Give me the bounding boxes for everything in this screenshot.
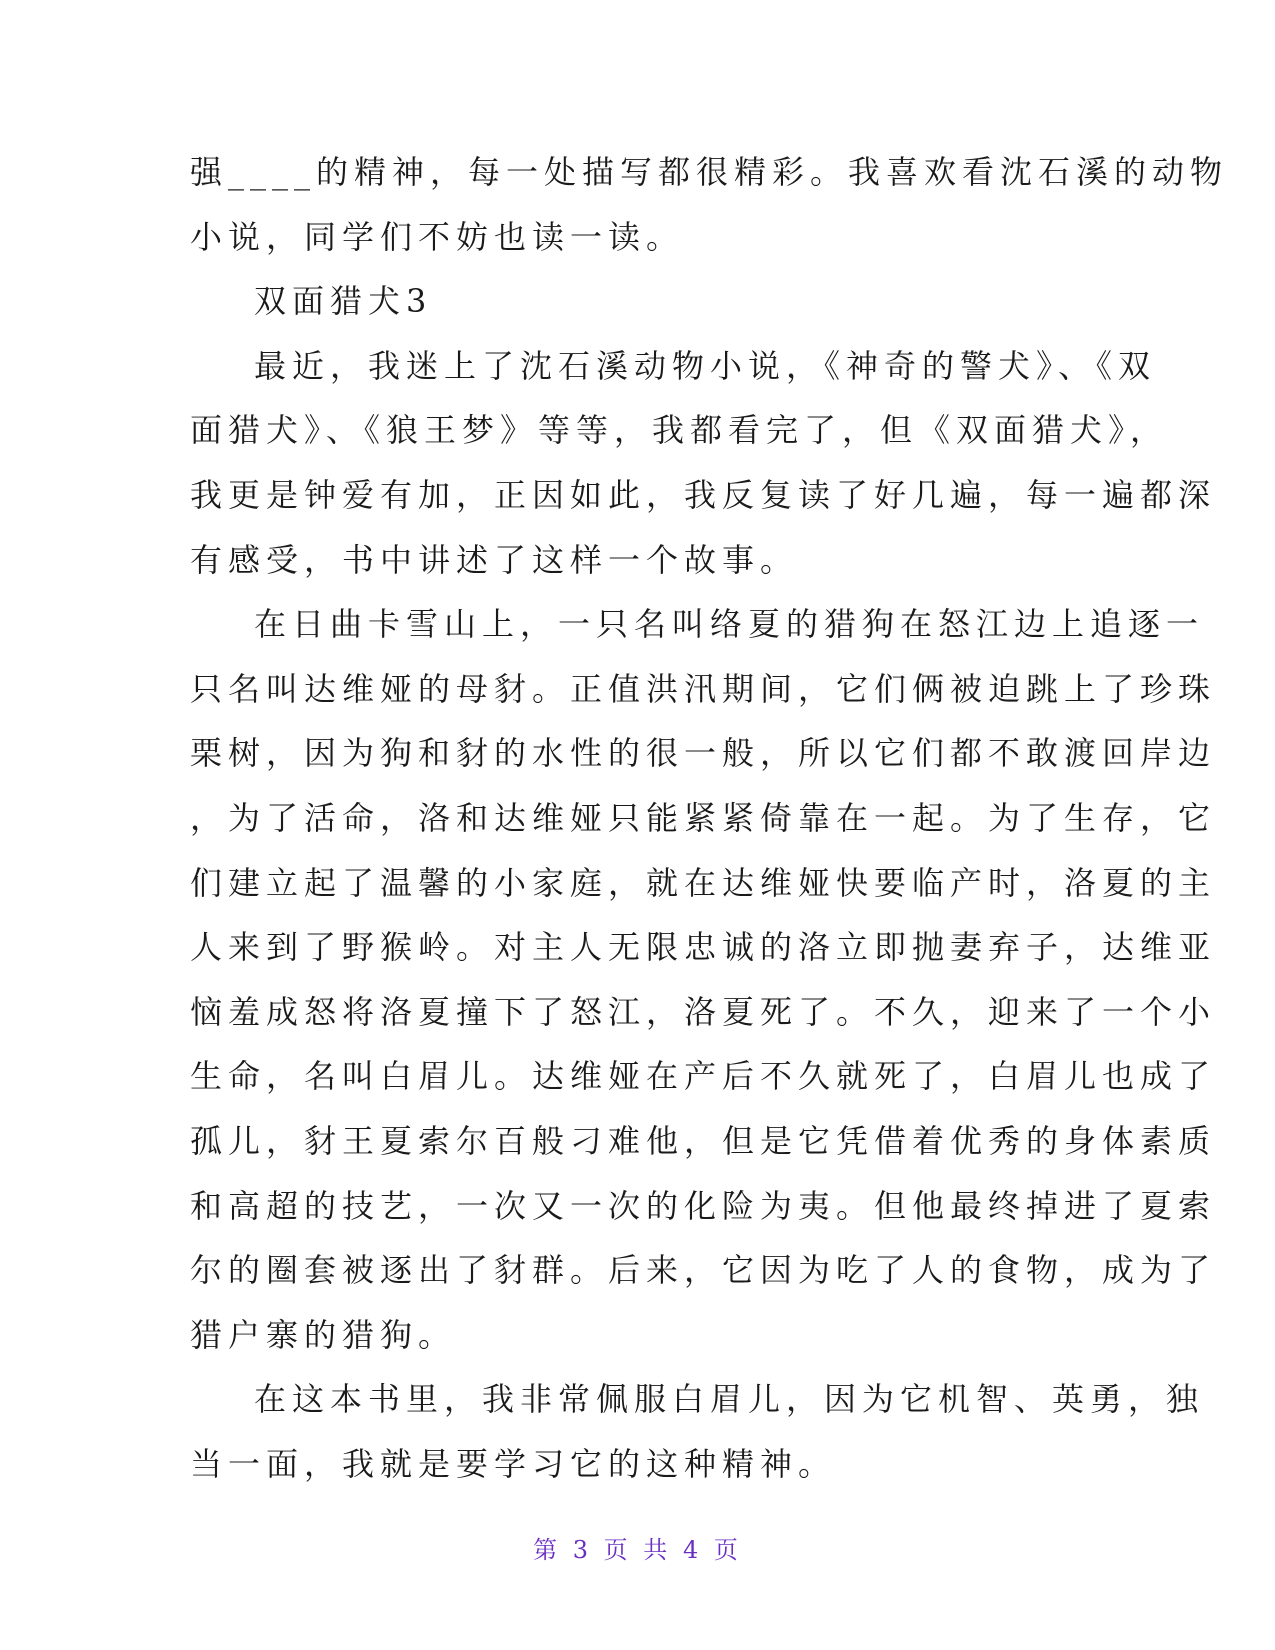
- text-line: 和高超的技艺，一次又一次的化险为夷。但他最终掉进了夏索: [190, 1186, 1217, 1225]
- text-line: ，为了活命，洛和达维娅只能紧紧倚靠在一起。为了生存，它: [190, 798, 1217, 837]
- text-line: 栗树，因为狗和豺的水性的很一般，所以它们都不敢渡回岸边: [190, 734, 1217, 773]
- text-line: 生命，名叫白眉儿。达维娅在产后不久就死了，白眉儿也成了: [190, 1057, 1217, 1096]
- text-line: 猎户寨的猎狗。: [190, 1315, 457, 1354]
- section-heading: 双面猎犬3: [254, 282, 433, 321]
- text-line: 小说，同学们不妨也读一读。: [190, 217, 685, 256]
- body-text: [190, 140, 1229, 1496]
- text-line: 只名叫达维娅的母豺。正值洪汛期间，它们俩被迫跳上了珍珠: [190, 669, 1217, 708]
- text-line: 人来到了野猴岭。对主人无限忠诚的洛立即抛妻弃子，达维亚: [190, 928, 1217, 967]
- text-line: 孤儿，豺王夏索尔百般刁难他，但是它凭借着优秀的身体素质: [190, 1121, 1217, 1160]
- text-line: 面猎犬》、《狼王梦》等等，我都看完了，但《双面猎犬》，: [190, 411, 1169, 450]
- text-line: 当一面，我就是要学习它的这种精神。: [190, 1444, 837, 1483]
- text-line: 们建立起了温馨的小家庭，就在达维娅快要临产时，洛夏的主: [190, 863, 1217, 902]
- text-line: 我更是钟爱有加，正因如此，我反复读了好几遍，每一遍都深: [190, 475, 1217, 514]
- text-line: 有感受，书中讲述了这样一个故事。: [190, 540, 799, 579]
- page-number-footer: 第 3 页 共 4 页: [533, 1536, 742, 1564]
- text-line: 最近，我迷上了沈石溪动物小说，《神奇的警犬》、《双: [254, 346, 1157, 385]
- text-line: 强____的精神，每一处描写都很精彩。我喜欢看沈石溪的动物: [190, 153, 1229, 191]
- text-line: 在日曲卡雪山上，一只名叫络夏的猎狗在怒江边上追逐一: [254, 605, 1205, 644]
- text-line: 恼羞成怒将洛夏撞下了怒江，洛夏死了。不久，迎来了一个小: [190, 992, 1217, 1031]
- text-line: 尔的圈套被逐出了豺群。后来，它因为吃了人的食物，成为了: [190, 1251, 1217, 1290]
- text-line: 在这本书里，我非常佩服白眉儿，因为它机智、英勇，独: [254, 1380, 1205, 1419]
